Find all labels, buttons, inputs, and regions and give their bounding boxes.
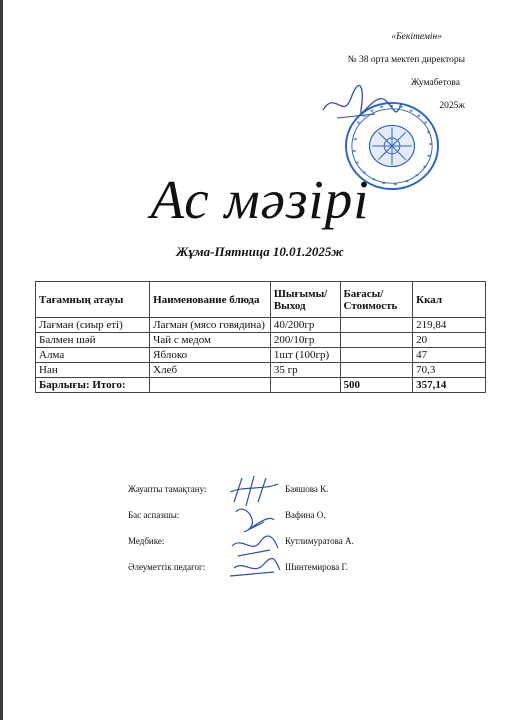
table-cell: Лагман (мясо говядина) [150,318,271,333]
signature-role: Жауапты тамақтану: [128,484,207,494]
table-row [36,318,486,333]
table-cell: 35 гр [270,363,340,378]
table-cell [270,378,340,393]
column-header: Наименование блюда [150,282,271,318]
table-total-row [36,378,486,393]
column-header: Ккал [413,282,486,318]
table-cell: 20 [413,333,486,348]
table-cell: 1шт (100гр) [270,348,340,363]
signature-name: Вафина О. [285,510,326,520]
table-cell: 40/200гр [270,318,340,333]
approval-date: 2025ж [439,101,465,111]
table-cell: Лағман (сиыр еті) [36,318,150,333]
table-cell: Яблоко [150,348,271,363]
signature-role: Әлеуметтік педагог: [128,562,206,572]
table-cell: 47 [413,348,486,363]
table-cell: 219,84 [413,318,486,333]
document-subtitle: Жұма-Пятница 10.01.2025ж [176,244,344,259]
director-signature-icon [315,80,405,135]
approval-director-name: Жумабетова [410,78,460,88]
column-header: Тағамның атауы [36,282,150,318]
signature-row [128,530,488,556]
approval-title: «Бекітемін» [391,32,442,42]
signature-name: Кутлимуратова А. [285,536,354,546]
table-cell [340,333,413,348]
table-cell: 200/10гр [270,333,340,348]
column-header: Бағасы/ Стоимость [340,282,413,318]
table-cell [340,318,413,333]
table-cell: Алма [36,348,150,363]
signature-row [128,504,488,530]
handwritten-signatures-icon [224,472,284,582]
table-row [36,363,486,378]
table-cell: Балмен шәй [36,333,150,348]
table-row [36,333,486,348]
signature-role: Медбике: [128,536,165,546]
approval-school-director: № 38 орта мектеп директоры [347,55,465,65]
signatures-block [128,478,488,582]
signature-row [128,556,488,582]
table-row [36,348,486,363]
signature-name: Шинтемирова Г. [285,562,348,572]
table-cell [340,348,413,363]
signature-name: Баяшова К. [285,484,329,494]
table-cell [150,378,271,393]
document-title: Ас мәзірі [150,169,370,230]
table-cell: Хлеб [150,363,271,378]
table-cell [340,363,413,378]
menu-table [35,281,486,393]
table-cell: Чай с медом [150,333,271,348]
table-cell: Нан [36,363,150,378]
signature-role: Бас аспазшы: [128,510,180,520]
total-cost: 500 [340,378,413,393]
total-label: Барлығы: Итого: [36,378,150,393]
signature-row [128,478,488,504]
table-cell: 70,3 [413,363,486,378]
column-header: Шығымы/ Выход [270,282,340,318]
total-kcal: 357,14 [413,378,486,393]
table-header-row [36,282,486,318]
